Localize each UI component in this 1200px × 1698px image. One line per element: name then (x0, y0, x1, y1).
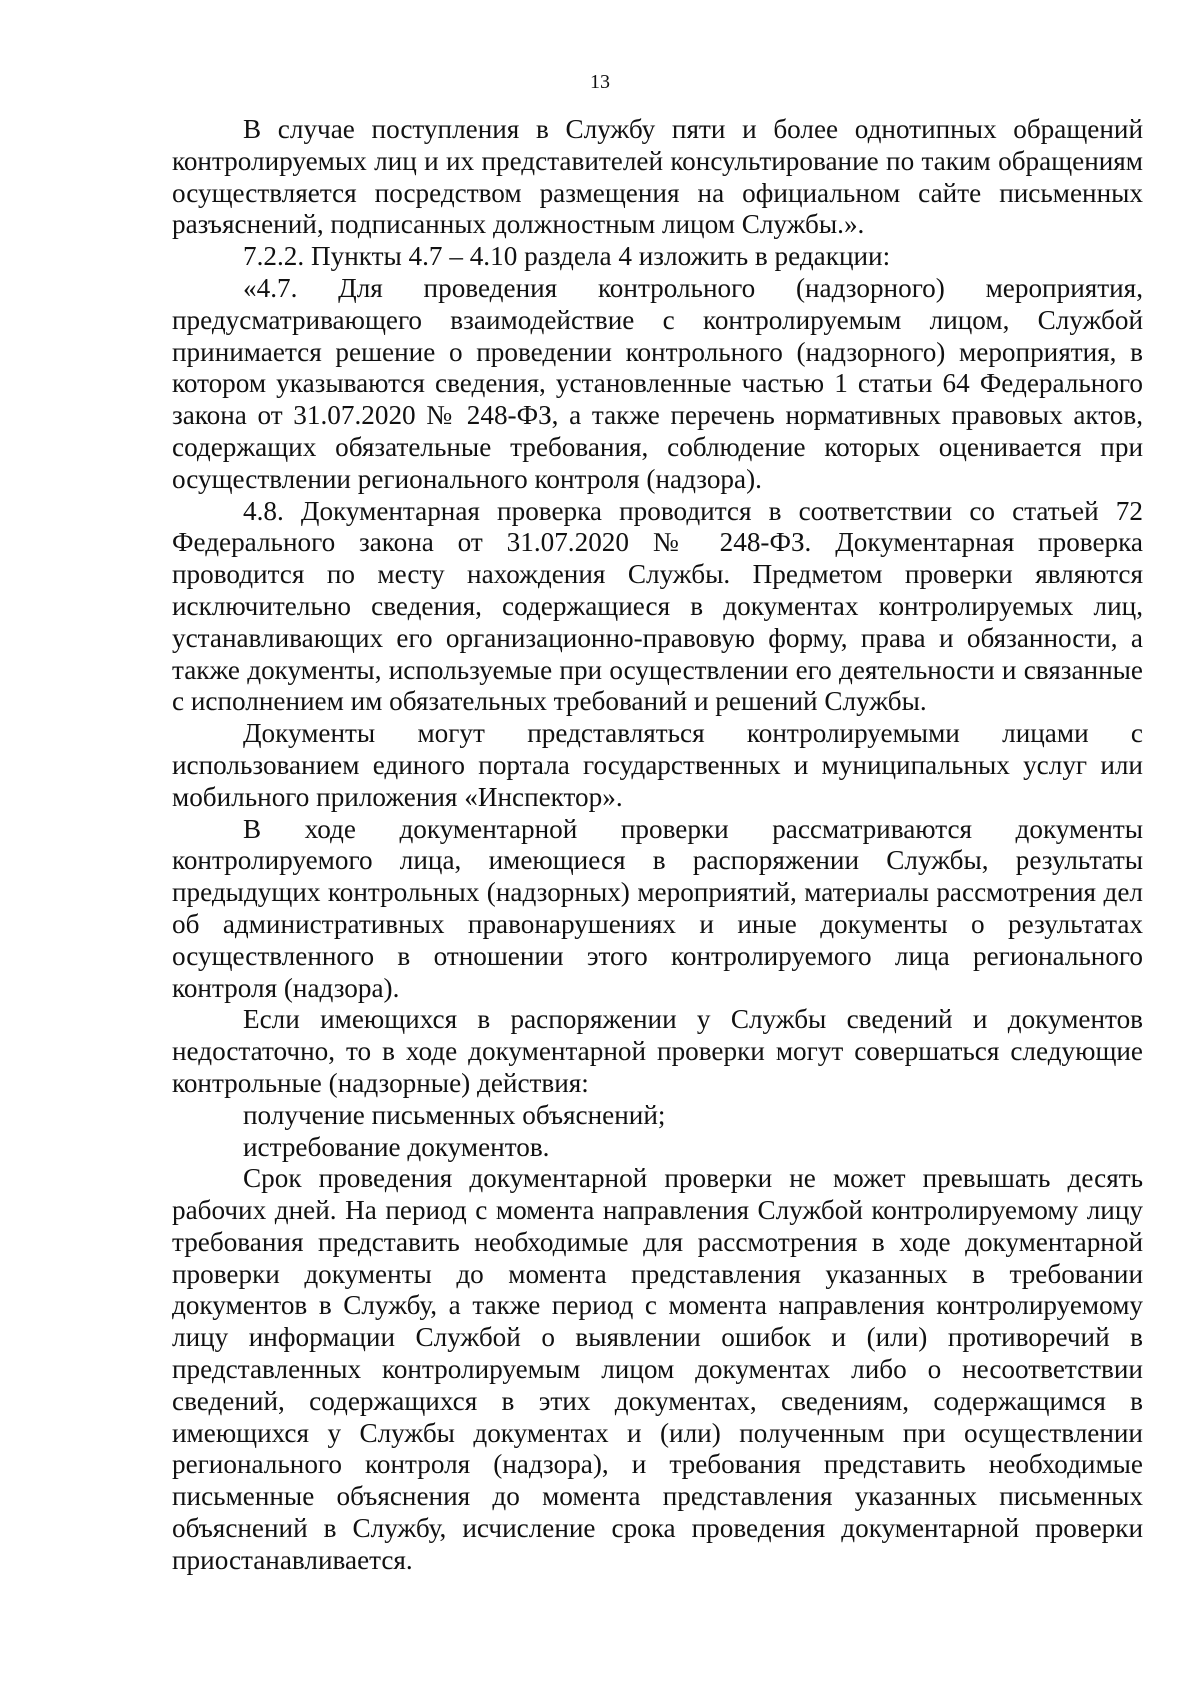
paragraph: Срок проведения документарной проверки не может превышать десять рабочих дней. На период с момента направления Службой контролируемому лицу требования представить необходимые для рассмотрения в ходе документарной проверки документы до момента представления указанных в требовании документов в Службу, а также период с момента направления контролируемому лицу информации Службой о выявлении ошибок и (или) противоречий в представленных контролируемым лицом документах либо о несоответствии сведений, содержащихся в этих документах, сведениям, содержащимся в имеющихся у Службы документах и (или) полученным при осуществлении регионального контроля (надзора), и требования представить необходимые письменные объяснения до момента представления указанных письменных объяснений в Службу, исчисление срока проведения документарной проверки приостанавливается. (172, 1163, 1143, 1575)
paragraph: истребование документов. (243, 1131, 550, 1162)
paragraph: «4.7. Для проведения контрольного (надзорного) мероприятия, предусматривающего взаимодействие с контролируемым лицом, Службой принимается решение о проведении контрольного (надзорного) мероприятия, в котором указываются сведения, установленные частью 1 статьи 64 Федерального закона от 31.07.2020 № 248-ФЗ, а также перечень нормативных правовых актов, содержащих обязательные требования, соблюдение которых оценивается при осуществлении регионального контроля (надзора). (172, 272, 1143, 494)
paragraph: Документы могут представляться контролируемыми лицами с использованием единого портала государственных и муниципальных услуг или мобильного приложения «Инспектор». (172, 718, 1143, 812)
page-number: 13 (590, 71, 610, 93)
paragraph: В ходе документарной проверки рассматриваются документы контролируемого лица, имеющиеся в распоряжении Службы, результаты предыдущих контрольных (надзорных) мероприятий, материалы рассмотрения дел об административных правонарушениях и иные документы о результатах осуществленного в отношении этого контролируемого лица регионального контроля (надзора). (172, 813, 1143, 1003)
paragraph: 4.8. Документарная проверка проводится в соответствии со статьей 72 Федерального закона от 31.07.2020 № 248-ФЗ. Документарная проверка проводится по месту нахождения Службы. Предметом проверки являются исключительно сведения, содержащиеся в документах контролируемых лиц, устанавливающих его организационно-правовую форму, права и обязанности, а также документы, используемые при осуществлении его деятельности и связанные с исполнением им обязательных требований и решений Службы. (172, 495, 1143, 717)
paragraph: 7.2.2. Пункты 4.7 – 4.10 раздела 4 изложить в редакции: (243, 241, 891, 272)
document-body (172, 114, 1143, 1577)
paragraph: В случае поступления в Службу пяти и более однотипных обращений контролируемых лиц и их представителей консультирование по таким обращениям осуществляется посредством размещения на официальном сайте письменных разъяснений, подписанных должностным лицом Службы.». (172, 114, 1143, 240)
paragraph: Если имеющихся в распоряжении у Службы сведений и документов недостаточно, то в ходе документарной проверки могут совершаться следующие контрольные (надзорные) действия: (172, 1004, 1143, 1098)
paragraph: получение письменных объяснений; (243, 1099, 666, 1130)
